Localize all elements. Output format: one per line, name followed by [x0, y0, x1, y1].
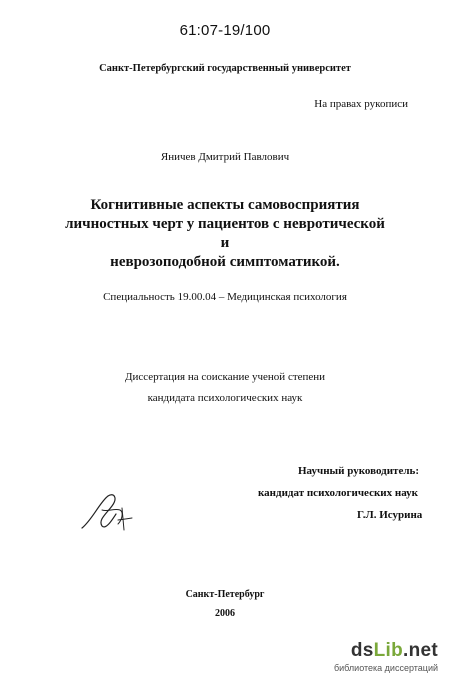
degree-line-2: кандидата психологических наук — [147, 392, 303, 404]
title-line: личностных черт у пациентов с невротической и — [65, 216, 385, 251]
title-line: Когнитивные аспекты самовосприятия — [90, 197, 360, 213]
document-code: 61:07-19/100 — [179, 22, 271, 39]
rights-notice: На правах рукописи — [314, 98, 408, 110]
author-name: Яничев Дмитрий Павлович — [160, 151, 290, 163]
supervisor-label: Научный руководитель: — [298, 465, 419, 477]
degree-line-1: Диссертация на соискание ученой степени — [124, 371, 326, 383]
specialty: Специальность 19.00.04 – Медицинская психология — [103, 291, 347, 303]
supervisor-name: Г.Л. Исурина — [357, 509, 423, 521]
title-line: неврозоподобной симптоматикой. — [110, 254, 340, 270]
dslib-subtitle: библиотека диссертаций — [333, 663, 438, 673]
signature-mark — [78, 490, 140, 536]
city: Санкт-Петербург — [185, 589, 265, 600]
dissertation-title — [60, 196, 390, 272]
year: 2006 — [215, 608, 235, 619]
university-name: Санкт-Петербургский государственный университет — [99, 63, 351, 74]
dslib-watermark — [328, 640, 438, 680]
supervisor-degree: кандидат психологических наук — [258, 487, 418, 499]
dslib-logo: dsLib.net — [350, 640, 438, 661]
